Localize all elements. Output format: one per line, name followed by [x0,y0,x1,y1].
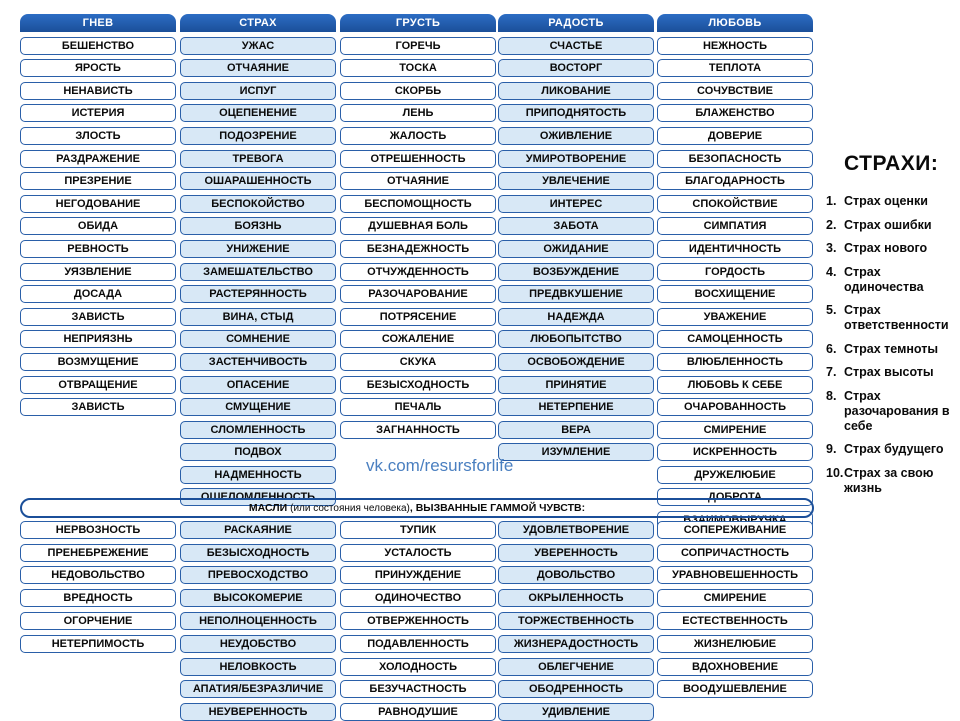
emotion-cell: ДУШЕВНАЯ БОЛЬ [340,217,496,235]
emotion-cell: ИСКРЕННОСТЬ [657,443,813,461]
band-prefix: МАСЛИ [248,502,288,514]
emotion-cell: ОТРЕШЕННОСТЬ [340,150,496,168]
state-cell: ПРЕВОСХОДСТВО [180,566,336,584]
state-cell: ОКРЫЛЕННОСТЬ [498,589,654,607]
state-cell: ВРЕДНОСТЬ [20,589,176,607]
emotion-cell: ТРЕВОГА [180,150,336,168]
emotion-column-header: РАДОСТЬ [498,14,654,32]
emotion-cell: ДРУЖЕЛЮБИЕ [657,466,813,484]
emotion-cell: ВОЗМУЩЕНИЕ [20,353,176,371]
state-cell: НЕПОЛНОЦЕННОСТЬ [180,612,336,630]
emotion-cell: ОТЧАЯНИЕ [180,59,336,77]
watermark: vk.com/resursforlife [366,456,514,475]
emotion-cell: ОШЕЛОМЛЕННОСТЬ [180,488,336,506]
state-cell: УДОВЛЕТВОРЕНИЕ [498,521,654,539]
state-cell: СМИРЕНИЕ [657,589,813,607]
state-cell: РАВНОДУШИЕ [340,703,496,721]
state-cell: ТОРЖЕСТВЕННОСТЬ [498,612,654,630]
emotion-cell: ПРЕДВКУШЕНИЕ [498,285,654,303]
fear-item [826,265,960,295]
states-band-title [20,498,814,518]
fear-number: 7. [826,365,837,379]
state-cell: ОТВЕРЖЕННОСТЬ [340,612,496,630]
emotion-column [340,14,496,439]
emotion-cell: ОЖИДАНИЕ [498,240,654,258]
emotion-cell: РЕВНОСТЬ [20,240,176,258]
emotion-cell: ТОСКА [340,59,496,77]
state-cell: УВЕРЕННОСТЬ [498,544,654,562]
emotion-column [20,14,176,416]
fear-text: Страх разочарования в себе [844,388,950,433]
fear-number: 8. [826,388,837,403]
emotion-cell: ВЕРА [498,421,654,439]
emotion-column-header: ГРУСТЬ [340,14,496,32]
band-suffix: , ВЫЗВАННЫЕ ГАММОЙ ЧУВСТВ: [409,502,586,514]
fear-text: Страх за свою жизнь [844,465,934,495]
fear-number: 3. [826,241,837,255]
state-column [657,516,813,698]
fear-number: 1. [826,194,837,208]
emotion-cell: ОЦЕПЕНЕНИЕ [180,104,336,122]
emotion-cell: ЛЕНЬ [340,104,496,122]
emotion-cell: ОСВОБОЖДЕНИЕ [498,353,654,371]
state-cell: СОПРИЧАСТНОСТЬ [657,544,813,562]
emotion-cell: ОБИДА [20,217,176,235]
fear-text: Страх темноты [844,341,938,356]
emotion-cell: ПЕЧАЛЬ [340,398,496,416]
fear-text: Страх ответственности [844,303,949,332]
fear-number: 6. [826,341,837,356]
emotion-cell: ИСПУГ [180,82,336,100]
state-column [20,516,176,653]
emotion-cell: ЛЮБОВЬ К СЕБЕ [657,376,813,394]
emotion-cell: ОШАРАШЕННОСТЬ [180,172,336,190]
state-cell: ХОЛОДНОСТЬ [340,658,496,676]
emotion-cell: БЕШЕНСТВО [20,37,176,55]
state-cell: ПРИНУЖДЕНИЕ [340,566,496,584]
emotion-cell: ПРЕЗРЕНИЕ [20,172,176,190]
state-cell: ОБЛЕГЧЕНИЕ [498,658,654,676]
fear-item [826,442,960,457]
emotion-cell: УЯЗВЛЕНИЕ [20,263,176,281]
state-column [180,516,336,721]
emotion-cell: ЛЮБОПЫТСТВО [498,330,654,348]
emotion-cell: БЛАЖЕНСТВО [657,104,813,122]
emotion-cell: ВОЗБУЖДЕНИЕ [498,263,654,281]
emotion-cell: ИНТЕРЕС [498,195,654,213]
emotion-cell: ОЧАРОВАННОСТЬ [657,398,813,416]
band-sub: (или состояния человека) [290,503,410,514]
emotion-cell: ОЖИВЛЕНИЕ [498,127,654,145]
fear-item [826,389,960,434]
emotion-cell: УНИЖЕНИЕ [180,240,336,258]
state-cell: ОДИНОЧЕСТВО [340,589,496,607]
emotion-cell: СОЧУВСТВИЕ [657,82,813,100]
emotion-cell: СЧАСТЬЕ [498,37,654,55]
emotion-cell: САМОЦЕННОСТЬ [657,330,813,348]
state-cell: ЖИЗНЕЛЮБИЕ [657,635,813,653]
fears-title: СТРАХИ: [844,152,939,175]
emotion-cell: НЕПРИЯЗНЬ [20,330,176,348]
state-cell: БЕЗУЧАСТНОСТЬ [340,680,496,698]
state-cell: НЕУДОБСТВО [180,635,336,653]
emotion-cell: УМИРОТВОРЕНИЕ [498,150,654,168]
state-cell: БЕЗЫСХОДНОСТЬ [180,544,336,562]
state-cell: НЕДОВОЛЬСТВО [20,566,176,584]
fears-list [826,194,960,496]
state-cell: НЕЛОВКОСТЬ [180,658,336,676]
emotion-cell: ДОВЕРИЕ [657,127,813,145]
state-cell: УРАВНОВЕШЕННОСТЬ [657,566,813,584]
emotion-column-header: ГНЕВ [20,14,176,32]
fear-number: 2. [826,217,837,232]
state-column [340,516,496,721]
emotion-cell: ПРИПОДНЯТОСТЬ [498,104,654,122]
fear-item [826,365,960,380]
state-cell: ПРЕНЕБРЕЖЕНИЕ [20,544,176,562]
emotion-cell: НАДМЕННОСТЬ [180,466,336,484]
fear-item [826,194,960,209]
emotion-cell: ТЕПЛОТА [657,59,813,77]
emotion-cell: УВАЖЕНИЕ [657,308,813,326]
emotion-cell: ИДЕНТИЧНОСТЬ [657,240,813,258]
emotion-cell: БЕЗОПАСНОСТЬ [657,150,813,168]
emotion-cell: НЕНАВИСТЬ [20,82,176,100]
emotion-cell: СКОРБЬ [340,82,496,100]
fear-text: Страх высоты [844,365,934,379]
fear-item [826,342,960,357]
state-cell: ЖИЗНЕРАДОСТНОСТЬ [498,635,654,653]
emotion-cell: ЗАМЕШАТЕЛЬСТВО [180,263,336,281]
emotion-cell: ЗАВИСТЬ [20,398,176,416]
state-cell: ОГОРЧЕНИЕ [20,612,176,630]
emotion-cell: ПОДОЗРЕНИЕ [180,127,336,145]
emotion-cell: РАЗДРАЖЕНИЕ [20,150,176,168]
emotion-cell: ДОБРОТА [657,488,813,506]
fear-text: Страх одиночества [844,264,924,294]
emotion-cell: ПОДВОХ [180,443,336,461]
emotion-cell: НАДЕЖДА [498,308,654,326]
emotion-cell: ЖАЛОСТЬ [340,127,496,145]
emotion-cell: НЕГОДОВАНИЕ [20,195,176,213]
state-cell: ЕСТЕСТВЕННОСТЬ [657,612,813,630]
fears-panel [826,152,960,504]
emotion-column [498,14,654,461]
emotion-column [180,14,336,506]
emotion-cell: ЗАСТЕНЧИВОСТЬ [180,353,336,371]
fear-text: Страх оценки [844,194,928,208]
fear-text: Страх нового [844,241,928,255]
emotion-cell: ОТЧУЖДЕННОСТЬ [340,263,496,281]
fear-text: Страх ошибки [844,217,932,232]
emotion-cell: СКУКА [340,353,496,371]
emotion-cell: БЕЗЫСХОДНОСТЬ [340,376,496,394]
emotion-cell: ЗАВИСТЬ [20,308,176,326]
state-cell: ОБОДРЕННОСТЬ [498,680,654,698]
fear-number: 5. [826,303,837,317]
state-cell: УДИВЛЕНИЕ [498,703,654,721]
emotion-cell: ВИНА, СТЫД [180,308,336,326]
emotion-cell: ВОСТОРГ [498,59,654,77]
emotion-cell: НЕТЕРПЕНИЕ [498,398,654,416]
fear-item [826,218,960,233]
emotion-cell: ЗАБОТА [498,217,654,235]
emotion-cell: ОТВРАЩЕНИЕ [20,376,176,394]
state-column [498,516,654,721]
state-cell: ВЫСОКОМЕРИЕ [180,589,336,607]
emotion-cell: НЕЖНОСТЬ [657,37,813,55]
emotion-cell: ИСТЕРИЯ [20,104,176,122]
emotion-cell: ЗАГНАННОСТЬ [340,421,496,439]
emotion-cell: ВОСХИЩЕНИЕ [657,285,813,303]
state-cell: ТУПИК [340,521,496,539]
emotion-cell: ПРИНЯТИЕ [498,376,654,394]
emotion-cell: СПОКОЙСТВИЕ [657,195,813,213]
emotion-cell: ОПАСЕНИЕ [180,376,336,394]
emotion-cell: УВЛЕЧЕНИЕ [498,172,654,190]
state-cell: ДОВОЛЬСТВО [498,566,654,584]
state-cell: СОПЕРЕЖИВАНИЕ [657,521,813,539]
fear-number: 10. [826,465,844,480]
emotion-cell: БЕЗНАДЕЖНОСТЬ [340,240,496,258]
state-cell: ВДОХНОВЕНИЕ [657,658,813,676]
emotion-cell: СМИРЕНИЕ [657,421,813,439]
emotion-cell: СМУЩЕНИЕ [180,398,336,416]
state-cell: ПОДАВЛЕННОСТЬ [340,635,496,653]
state-cell: НЕТЕРПИМОСТЬ [20,635,176,653]
state-cell: ВООДУШЕВЛЕНИЕ [657,680,813,698]
fear-number: 9. [826,442,837,456]
emotion-cell: БЛАГОДАРНОСТЬ [657,172,813,190]
state-cell: РАСКАЯНИЕ [180,521,336,539]
emotion-cell: БОЯЗНЬ [180,217,336,235]
emotion-cell: СЛОМЛЕННОСТЬ [180,421,336,439]
emotion-cell: СОЖАЛЕНИЕ [340,330,496,348]
emotion-cell: ДОСАДА [20,285,176,303]
emotion-cell: ГОРЕЧЬ [340,37,496,55]
emotion-cell: ЛИКОВАНИЕ [498,82,654,100]
emotion-cell: ГОРДОСТЬ [657,263,813,281]
emotion-cell: СОМНЕНИЕ [180,330,336,348]
emotion-cell: ОТЧАЯНИЕ [340,172,496,190]
state-cell: АПАТИЯ/БЕЗРАЗЛИЧИЕ [180,680,336,698]
emotion-column-header: ЛЮБОВЬ [657,14,813,32]
fear-item [826,466,960,496]
state-cell: УСТАЛОСТЬ [340,544,496,562]
emotion-cell: ПОТРЯСЕНИЕ [340,308,496,326]
state-cell: НЕРВОЗНОСТЬ [20,521,176,539]
emotion-column [657,14,813,529]
fear-number: 4. [826,264,837,279]
emotion-cell: ЗЛОСТЬ [20,127,176,145]
emotion-cell: ИЗУМЛЕНИЕ [498,443,654,461]
fear-item [826,303,960,333]
emotion-cell: РАСТЕРЯННОСТЬ [180,285,336,303]
emotion-cell: СИМПАТИЯ [657,217,813,235]
fear-text: Страх будущего [844,442,944,456]
emotion-column-header: СТРАХ [180,14,336,32]
state-cell: НЕУВЕРЕННОСТЬ [180,703,336,721]
emotion-cell: РАЗОЧАРОВАНИЕ [340,285,496,303]
emotion-cell: ВЛЮБЛЕННОСТЬ [657,353,813,371]
fear-item [826,241,960,256]
emotion-cell: УЖАС [180,37,336,55]
emotion-cell: БЕСПОКОЙСТВО [180,195,336,213]
emotion-cell: ЯРОСТЬ [20,59,176,77]
emotion-cell: БЕСПОМОЩНОСТЬ [340,195,496,213]
